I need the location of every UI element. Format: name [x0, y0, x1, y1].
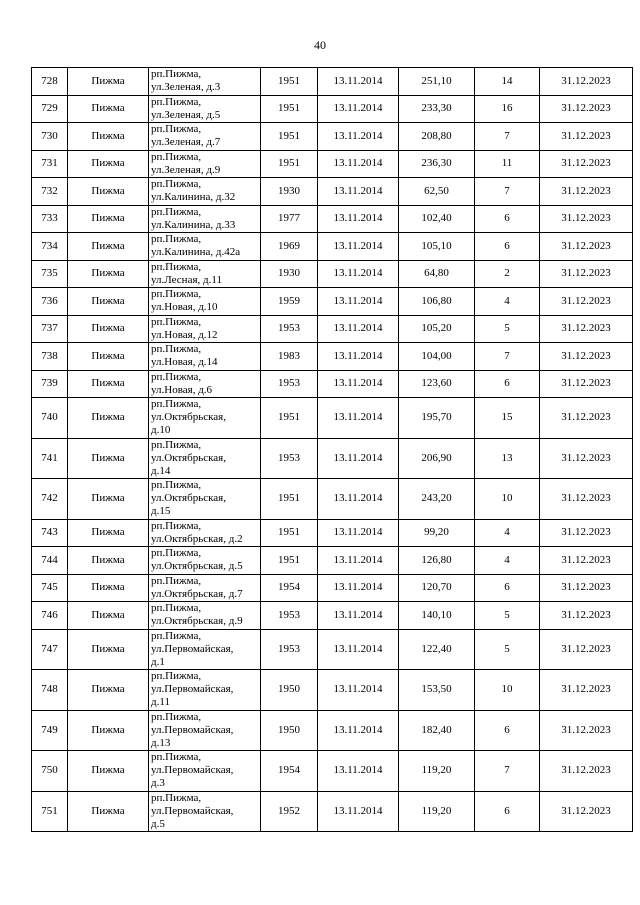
cell-settlement: Пижма	[68, 547, 149, 575]
cell-date: 13.11.2014	[318, 629, 399, 670]
cell-end-date: 31.12.2023	[540, 479, 633, 520]
cell-area: 208,80	[399, 123, 475, 151]
cell-year-built: 1930	[261, 178, 318, 206]
cell-row-number: 744	[32, 547, 68, 575]
cell-year-built: 1951	[261, 479, 318, 520]
cell-count: 4	[475, 547, 540, 575]
cell-row-number: 743	[32, 519, 68, 547]
cell-end-date: 31.12.2023	[540, 574, 633, 602]
cell-date: 13.11.2014	[318, 370, 399, 398]
cell-count: 7	[475, 343, 540, 371]
cell-year-built: 1951	[261, 519, 318, 547]
cell-row-number: 751	[32, 791, 68, 832]
cell-row-number: 732	[32, 178, 68, 206]
table-row	[32, 123, 633, 151]
table-row	[32, 751, 633, 792]
cell-date: 13.11.2014	[318, 233, 399, 261]
table-row	[32, 288, 633, 316]
cell-date: 13.11.2014	[318, 791, 399, 832]
cell-year-built: 1953	[261, 629, 318, 670]
cell-settlement: Пижма	[68, 479, 149, 520]
table-row	[32, 547, 633, 575]
cell-address: рп.Пижма, ул.Калинина, д.32	[149, 178, 261, 206]
cell-year-built: 1953	[261, 370, 318, 398]
cell-address: рп.Пижма, ул.Новая, д.6	[149, 370, 261, 398]
cell-year-built: 1969	[261, 233, 318, 261]
housing-table	[31, 67, 633, 832]
cell-row-number: 733	[32, 205, 68, 233]
cell-end-date: 31.12.2023	[540, 670, 633, 711]
cell-year-built: 1951	[261, 123, 318, 151]
cell-end-date: 31.12.2023	[540, 123, 633, 151]
cell-settlement: Пижма	[68, 791, 149, 832]
cell-count: 6	[475, 710, 540, 751]
table-row	[32, 178, 633, 206]
cell-row-number: 739	[32, 370, 68, 398]
cell-count: 5	[475, 315, 540, 343]
cell-end-date: 31.12.2023	[540, 629, 633, 670]
cell-row-number: 731	[32, 150, 68, 178]
table-row	[32, 602, 633, 630]
cell-end-date: 31.12.2023	[540, 150, 633, 178]
cell-year-built: 1951	[261, 547, 318, 575]
cell-row-number: 748	[32, 670, 68, 711]
cell-row-number: 734	[32, 233, 68, 261]
cell-count: 10	[475, 479, 540, 520]
cell-year-built: 1951	[261, 150, 318, 178]
cell-year-built: 1951	[261, 398, 318, 439]
cell-count: 5	[475, 629, 540, 670]
cell-year-built: 1953	[261, 602, 318, 630]
cell-area: 62,50	[399, 178, 475, 206]
cell-area: 206,90	[399, 438, 475, 479]
cell-area: 140,10	[399, 602, 475, 630]
cell-address: рп.Пижма, ул.Первомайская, д.3	[149, 751, 261, 792]
cell-settlement: Пижма	[68, 233, 149, 261]
table-body	[32, 68, 633, 832]
cell-row-number: 740	[32, 398, 68, 439]
cell-date: 13.11.2014	[318, 123, 399, 151]
cell-settlement: Пижма	[68, 751, 149, 792]
cell-settlement: Пижма	[68, 370, 149, 398]
cell-end-date: 31.12.2023	[540, 370, 633, 398]
cell-count: 7	[475, 123, 540, 151]
cell-row-number: 729	[32, 95, 68, 123]
cell-settlement: Пижма	[68, 288, 149, 316]
cell-year-built: 1954	[261, 574, 318, 602]
cell-area: 64,80	[399, 260, 475, 288]
cell-year-built: 1951	[261, 68, 318, 96]
cell-area: 153,50	[399, 670, 475, 711]
cell-date: 13.11.2014	[318, 95, 399, 123]
cell-row-number: 738	[32, 343, 68, 371]
cell-end-date: 31.12.2023	[540, 205, 633, 233]
cell-end-date: 31.12.2023	[540, 288, 633, 316]
cell-address: рп.Пижма, ул.Октябрьская, д.7	[149, 574, 261, 602]
cell-date: 13.11.2014	[318, 710, 399, 751]
cell-area: 243,20	[399, 479, 475, 520]
cell-settlement: Пижма	[68, 260, 149, 288]
cell-date: 13.11.2014	[318, 547, 399, 575]
cell-end-date: 31.12.2023	[540, 260, 633, 288]
cell-count: 5	[475, 602, 540, 630]
cell-count: 7	[475, 751, 540, 792]
cell-year-built: 1951	[261, 95, 318, 123]
cell-count: 6	[475, 205, 540, 233]
cell-address: рп.Пижма, ул.Новая, д.14	[149, 343, 261, 371]
cell-end-date: 31.12.2023	[540, 751, 633, 792]
table-row	[32, 343, 633, 371]
table-row	[32, 710, 633, 751]
table-row	[32, 791, 633, 832]
table-row	[32, 233, 633, 261]
cell-date: 13.11.2014	[318, 315, 399, 343]
cell-area: 106,80	[399, 288, 475, 316]
cell-settlement: Пижма	[68, 68, 149, 96]
cell-end-date: 31.12.2023	[540, 68, 633, 96]
cell-settlement: Пижма	[68, 398, 149, 439]
cell-row-number: 728	[32, 68, 68, 96]
cell-count: 11	[475, 150, 540, 178]
cell-address: рп.Пижма, ул.Октябрьская, д.5	[149, 547, 261, 575]
cell-area: 236,30	[399, 150, 475, 178]
cell-row-number: 735	[32, 260, 68, 288]
cell-area: 105,20	[399, 315, 475, 343]
cell-count: 14	[475, 68, 540, 96]
cell-area: 105,10	[399, 233, 475, 261]
cell-end-date: 31.12.2023	[540, 343, 633, 371]
cell-area: 123,60	[399, 370, 475, 398]
cell-end-date: 31.12.2023	[540, 438, 633, 479]
cell-row-number: 730	[32, 123, 68, 151]
table-row	[32, 398, 633, 439]
table-row	[32, 519, 633, 547]
cell-address: рп.Пижма, ул.Октябрьская, д.10	[149, 398, 261, 439]
cell-area: 233,30	[399, 95, 475, 123]
cell-settlement: Пижма	[68, 315, 149, 343]
table-row	[32, 438, 633, 479]
cell-address: рп.Пижма, ул.Зеленая, д.7	[149, 123, 261, 151]
cell-end-date: 31.12.2023	[540, 791, 633, 832]
cell-date: 13.11.2014	[318, 574, 399, 602]
cell-address: рп.Пижма, ул.Новая, д.10	[149, 288, 261, 316]
cell-year-built: 1959	[261, 288, 318, 316]
table-row	[32, 150, 633, 178]
cell-count: 2	[475, 260, 540, 288]
cell-row-number: 737	[32, 315, 68, 343]
cell-address: рп.Пижма, ул.Первомайская, д.5	[149, 791, 261, 832]
cell-count: 6	[475, 370, 540, 398]
cell-end-date: 31.12.2023	[540, 233, 633, 261]
cell-area: 119,20	[399, 751, 475, 792]
cell-settlement: Пижма	[68, 519, 149, 547]
cell-row-number: 750	[32, 751, 68, 792]
cell-settlement: Пижма	[68, 710, 149, 751]
cell-count: 16	[475, 95, 540, 123]
cell-address: рп.Пижма, ул.Лесная, д.11	[149, 260, 261, 288]
cell-count: 7	[475, 178, 540, 206]
cell-settlement: Пижма	[68, 629, 149, 670]
cell-row-number: 749	[32, 710, 68, 751]
cell-settlement: Пижма	[68, 574, 149, 602]
cell-end-date: 31.12.2023	[540, 547, 633, 575]
page-number: 40	[314, 38, 326, 52]
table-row	[32, 95, 633, 123]
cell-row-number: 736	[32, 288, 68, 316]
cell-area: 99,20	[399, 519, 475, 547]
cell-date: 13.11.2014	[318, 178, 399, 206]
cell-date: 13.11.2014	[318, 438, 399, 479]
cell-year-built: 1954	[261, 751, 318, 792]
cell-year-built: 1930	[261, 260, 318, 288]
cell-year-built: 1952	[261, 791, 318, 832]
cell-address: рп.Пижма, ул.Первомайская, д.11	[149, 670, 261, 711]
table-row	[32, 205, 633, 233]
cell-area: 251,10	[399, 68, 475, 96]
cell-end-date: 31.12.2023	[540, 398, 633, 439]
cell-row-number: 746	[32, 602, 68, 630]
cell-end-date: 31.12.2023	[540, 178, 633, 206]
table-row	[32, 574, 633, 602]
cell-end-date: 31.12.2023	[540, 602, 633, 630]
cell-count: 6	[475, 233, 540, 261]
cell-address: рп.Пижма, ул.Октябрьская, д.14	[149, 438, 261, 479]
cell-count: 6	[475, 791, 540, 832]
cell-end-date: 31.12.2023	[540, 710, 633, 751]
cell-row-number: 741	[32, 438, 68, 479]
cell-date: 13.11.2014	[318, 602, 399, 630]
cell-year-built: 1983	[261, 343, 318, 371]
cell-address: рп.Пижма, ул.Зеленая, д.5	[149, 95, 261, 123]
cell-date: 13.11.2014	[318, 670, 399, 711]
cell-settlement: Пижма	[68, 438, 149, 479]
cell-area: 120,70	[399, 574, 475, 602]
cell-address: рп.Пижма, ул.Калинина, д.33	[149, 205, 261, 233]
cell-end-date: 31.12.2023	[540, 519, 633, 547]
cell-date: 13.11.2014	[318, 288, 399, 316]
cell-area: 195,70	[399, 398, 475, 439]
cell-count: 4	[475, 288, 540, 316]
cell-year-built: 1953	[261, 438, 318, 479]
cell-date: 13.11.2014	[318, 150, 399, 178]
cell-date: 13.11.2014	[318, 205, 399, 233]
cell-settlement: Пижма	[68, 150, 149, 178]
cell-count: 6	[475, 574, 540, 602]
cell-year-built: 1950	[261, 710, 318, 751]
cell-address: рп.Пижма, ул.Первомайская, д.13	[149, 710, 261, 751]
cell-count: 4	[475, 519, 540, 547]
cell-date: 13.11.2014	[318, 68, 399, 96]
cell-settlement: Пижма	[68, 670, 149, 711]
table-row	[32, 479, 633, 520]
cell-area: 119,20	[399, 791, 475, 832]
cell-count: 13	[475, 438, 540, 479]
table-row	[32, 68, 633, 96]
cell-settlement: Пижма	[68, 123, 149, 151]
cell-address: рп.Пижма, ул.Октябрьская, д.9	[149, 602, 261, 630]
cell-row-number: 742	[32, 479, 68, 520]
cell-end-date: 31.12.2023	[540, 315, 633, 343]
cell-area: 104,00	[399, 343, 475, 371]
table-row	[32, 629, 633, 670]
cell-settlement: Пижма	[68, 178, 149, 206]
cell-count: 15	[475, 398, 540, 439]
cell-date: 13.11.2014	[318, 479, 399, 520]
cell-address: рп.Пижма, ул.Октябрьская, д.15	[149, 479, 261, 520]
cell-year-built: 1953	[261, 315, 318, 343]
table-row	[32, 670, 633, 711]
cell-date: 13.11.2014	[318, 751, 399, 792]
cell-count: 10	[475, 670, 540, 711]
cell-address: рп.Пижма, ул.Зеленая, д.9	[149, 150, 261, 178]
cell-date: 13.11.2014	[318, 398, 399, 439]
cell-year-built: 1977	[261, 205, 318, 233]
cell-date: 13.11.2014	[318, 519, 399, 547]
cell-area: 102,40	[399, 205, 475, 233]
cell-date: 13.11.2014	[318, 260, 399, 288]
cell-address: рп.Пижма, ул.Калинина, д.42а	[149, 233, 261, 261]
cell-area: 122,40	[399, 629, 475, 670]
cell-address: рп.Пижма, ул.Октябрьская, д.2	[149, 519, 261, 547]
cell-address: рп.Пижма, ул.Первомайская, д.1	[149, 629, 261, 670]
cell-area: 126,80	[399, 547, 475, 575]
cell-settlement: Пижма	[68, 602, 149, 630]
cell-settlement: Пижма	[68, 343, 149, 371]
cell-settlement: Пижма	[68, 205, 149, 233]
table-row	[32, 315, 633, 343]
cell-address: рп.Пижма, ул.Зеленая, д.3	[149, 68, 261, 96]
cell-address: рп.Пижма, ул.Новая, д.12	[149, 315, 261, 343]
cell-settlement: Пижма	[68, 95, 149, 123]
cell-row-number: 747	[32, 629, 68, 670]
cell-end-date: 31.12.2023	[540, 95, 633, 123]
table-row	[32, 370, 633, 398]
cell-row-number: 745	[32, 574, 68, 602]
cell-area: 182,40	[399, 710, 475, 751]
cell-date: 13.11.2014	[318, 343, 399, 371]
cell-year-built: 1950	[261, 670, 318, 711]
table-row	[32, 260, 633, 288]
